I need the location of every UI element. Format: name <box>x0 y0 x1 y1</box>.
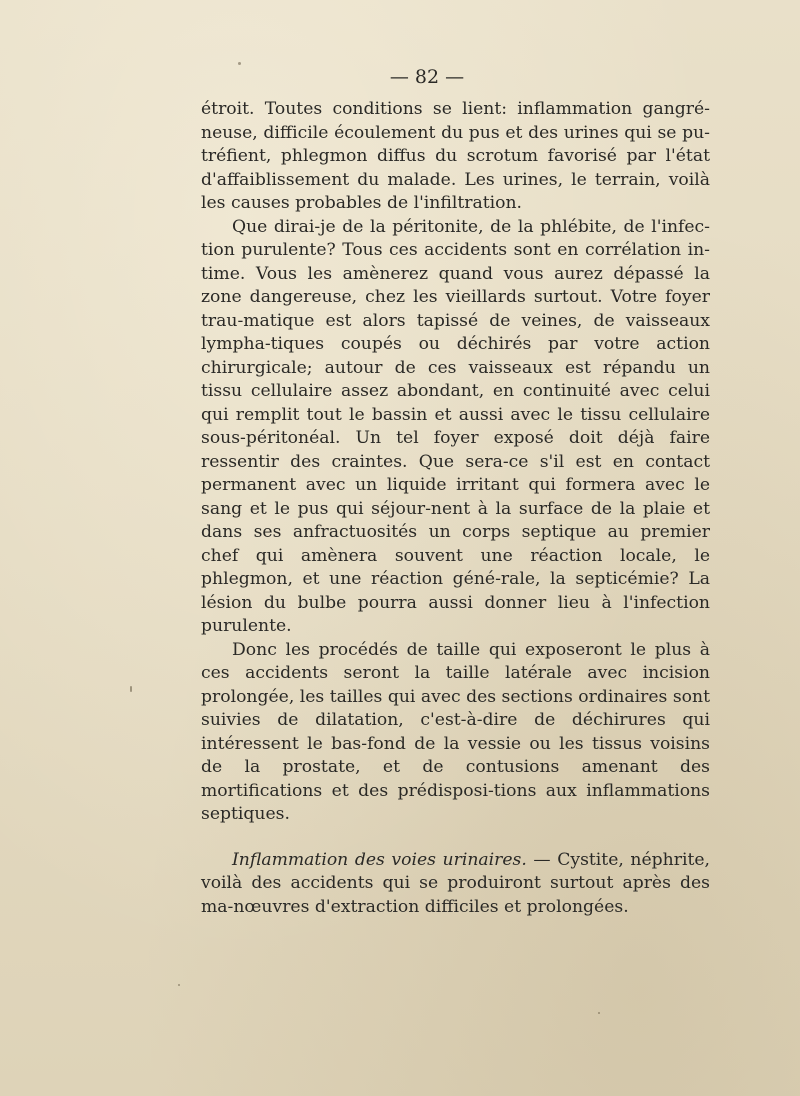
section-heading: Inflammation des voies urinaires. <box>232 849 527 870</box>
paper-speck <box>238 62 241 65</box>
paragraph-2: Que dirai-je de la péritonite, de la phlébite, de l'infec-tion purulente? Tous ces accidents sont en corrélation in-time. Vous les amènerez quand vous aurez dépassé la zone dangereuse, chez les vieillards surtout. Votre foyer trau-matique est alors tapissé de veines, de vaisseaux lympha-tiques coupés ou déchirés par votre action chirurgicale; autour de ces vaisseaux est répandu un tissu cellulaire assez abondant, en continuité avec celui qui remplit tout le bassin et aussi avec le tissu cellulaire sous-péritonéal. Un tel foyer exposé doit déjà faire ressentir des craintes. Que sera-ce s'il est en contact permanent avec un liquide irritant qui formera avec le sang et le pus qui séjour-nent à la surface de la plaie et dans ses anfractuosités un corps septique au premier chef qui amènera souvent une réaction locale, le phlegmon, et une réaction géné-rale, la septicémie? La lésion du bulbe pourra aussi donner lieu à l'infection purulente. <box>201 216 710 636</box>
paragraph-4-text: — Cystite, néphrite, voilà des accidents qui se produiront surtout après des ma-nœuvres d'extraction difficiles et prolongées. <box>201 849 710 917</box>
paper-speck <box>130 686 132 692</box>
paper-speck <box>384 884 387 887</box>
paragraph-4 <box>201 849 710 920</box>
paper-speck <box>178 984 180 986</box>
paragraph-1: étroit. Toutes conditions se lient: inflammation gangré-neuse, difficile écoulement du pus et des urines qui se pu-tréfient, phlegmon diffus du scrotum favorisé par l'état d'affaiblissement du malade. Les urines, le terrain, voilà les causes probables de l'infiltration. <box>201 99 710 213</box>
paper-speck <box>598 1012 600 1014</box>
body-text <box>201 98 710 919</box>
paragraph-3: Donc les procédés de taille qui exposeront le plus à ces accidents seront la taille latérale avec incision prolongée, les tailles qui avec des sections ordinaires sont suivies de dilatation, c'est-à-dire de déchirures qui intéressent le bas-fond de la vessie ou les tissus voisins de la prostate, et de contusions amenant des mortifications et des prédisposi-tions aux inflammations septiques. <box>201 639 710 824</box>
page-number: — 82 — <box>389 66 465 88</box>
